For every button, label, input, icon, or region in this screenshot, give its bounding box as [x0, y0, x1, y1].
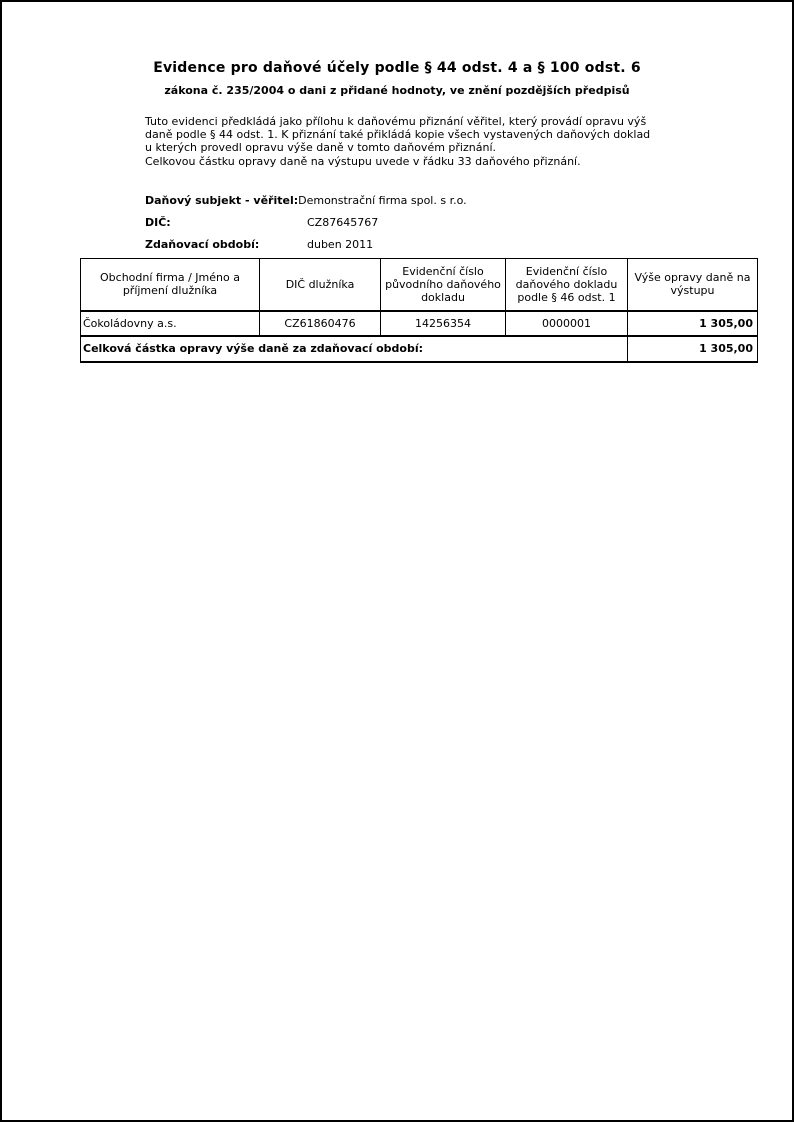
field-dic: [145, 216, 378, 229]
period-value: duben 2011: [307, 238, 374, 251]
table-header-row: [81, 259, 758, 311]
subject-value: Demonstrační firma spol. s r.o.: [298, 194, 467, 207]
field-period: [145, 238, 373, 251]
intro-line: Tuto evidenci předkládá jako přílohu k daňovému přiznání věřitel, který provádí opravu výš: [145, 115, 647, 128]
table-total-row: [81, 336, 758, 362]
evidence-table: [80, 258, 758, 363]
field-subject: [145, 194, 467, 207]
dic-label: DIČ:: [145, 216, 171, 229]
cell-correction-amount: 1 305,00: [628, 311, 758, 336]
intro-line: Celkovou částku opravy daně na výstupu uvede v řádku 33 daňového přiznání.: [145, 154, 581, 168]
dic-value: CZ87645767: [307, 216, 379, 229]
doc-title: Evidence pro daňové účely podle § 44 odst. 4 a § 100 odst. 6: [153, 60, 641, 76]
column-header-debtor-dic: DIČ dlužníka: [260, 259, 381, 311]
column-header-doc-number-par46: Evidenční číslo daňového dokladu podle § 46 odst. 1: [506, 259, 628, 311]
column-header-debtor: Obchodní firma / Jméno a příjmení dlužníka: [81, 259, 260, 311]
cell-original-doc-number: 14256354: [381, 311, 506, 336]
doc-subtitle: zákona č. 235/2004 o dani z přidané hodnoty, ve znění pozdějších předpisů: [164, 84, 630, 97]
total-amount: 1 305,00: [628, 336, 758, 362]
total-label: Celková částka opravy výše daně za zdaňovací období:: [81, 336, 628, 362]
intro-line: daně podle § 44 odst. 1. K přiznání také přikládá kopie všech vystavených daňových doklad: [145, 128, 651, 142]
period-label: Zdaňovací období:: [145, 238, 260, 251]
intro-line: u kterých provedl opravu výše daně v tomto daňovém přiznání.: [145, 141, 496, 155]
column-header-original-doc-number: Evidenční číslo původního daňového dokladu: [381, 259, 506, 311]
cell-doc-number-par46: 0000001: [506, 311, 628, 336]
cell-debtor-dic: CZ61860476: [260, 311, 381, 336]
intro-paragraph: [145, 115, 650, 168]
subject-label: Daňový subjekt - věřitel:: [145, 194, 299, 207]
cell-debtor-name: Čokoládovny a.s.: [81, 311, 260, 336]
table-row: [81, 311, 758, 336]
column-header-correction-amount: Výše opravy daně na výstupu: [628, 259, 758, 311]
